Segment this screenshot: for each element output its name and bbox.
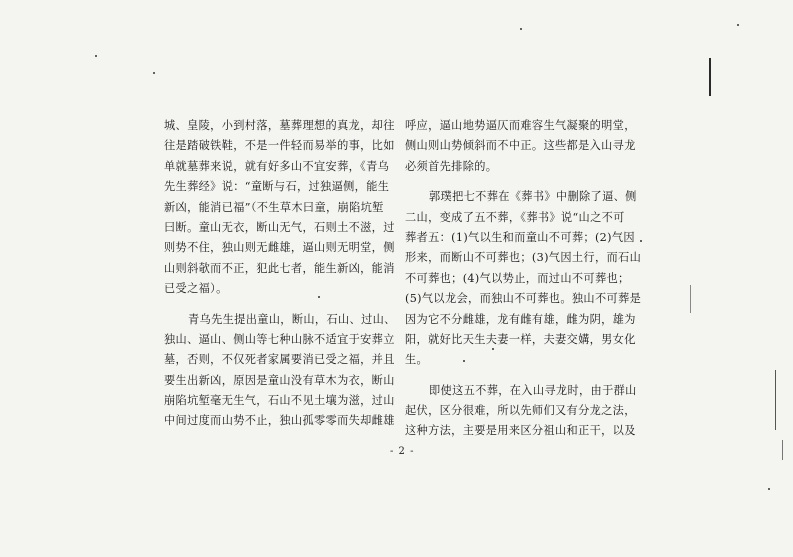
- page-number: - 2 -: [390, 446, 415, 457]
- scan-edge-mark: [782, 440, 783, 460]
- text-line: (5)气以龙会，而独山不可葬也。独山不可葬是: [405, 292, 642, 306]
- text-line: 曰断。童山无衣，断山无气，石则土不滋，过: [164, 220, 395, 234]
- text-line: 山则斜欹而不正，犯此七者，能生新凶，能消: [164, 261, 395, 275]
- scan-speck: [640, 240, 642, 242]
- scan-speck: [463, 360, 465, 362]
- text-line: 崩陷坑堑毫无生气，石山不见土壤为滋，过山: [164, 394, 395, 408]
- text-line: 葬者五：(1)气以生和而童山不可葬；(2)气因: [405, 230, 635, 244]
- text-line: 侧山则山势倾斜而不中正。这些都是入山寻龙: [405, 139, 636, 153]
- text-line: 单就墓葬来说，就有好多山不宜安葬，《青乌: [164, 159, 390, 173]
- scan-speck: [492, 348, 494, 350]
- text-line: 则势不住，独山则无雌雄，逼山则无明堂，侧: [164, 241, 395, 255]
- right-text-column: [405, 116, 643, 442]
- text-line: 不可葬也；(4)气以势止，而过山不可葬也；: [405, 271, 630, 285]
- text-line: 中间过度而山势不止，独山孤零零而失却雌雄: [164, 414, 395, 428]
- text-line: 生。: [405, 353, 429, 367]
- paragraph-first-line: 青乌先生提出童山，断山，石山、过山、: [188, 312, 396, 326]
- text-line: 阳，就好比天生夫妻一样，夫妻交媾，男女化: [405, 332, 636, 346]
- text-line: 起伏，区分很难，所以先师们又有分龙之法，: [405, 404, 636, 418]
- scan-speck: [153, 72, 155, 74]
- text-line: 必须首先排除的。: [405, 159, 498, 173]
- text-line: 先生葬经》说：“童断与石，过独逼侧，能生: [164, 180, 390, 194]
- text-line: 独山、逼山、侧山等七种山脉不适宜于安葬立: [164, 332, 395, 346]
- text-line: 呼应，逼山地势逼仄而难容生气凝聚的明堂，: [405, 119, 636, 132]
- scan-edge-mark: [709, 58, 711, 96]
- text-line: 因为它不分雌雄，龙有雌有雄，雌为阴，雄为: [405, 312, 636, 326]
- text-line: 形来，而断山不可葬也；(3)气因土行，而石山: [405, 251, 642, 265]
- left-text-column: [164, 116, 402, 432]
- paragraph-first-line: 即使这五不葬，在入山寻龙时，由于群山: [429, 383, 637, 397]
- text-line: 二山，变成了五不葬，《葬书》说“山之不可: [405, 210, 625, 224]
- text-line: 往是踏破铁鞋，不是一件轻而易举的事，比如: [164, 139, 395, 153]
- scan-speck: [737, 24, 739, 26]
- text-line: 城、皇陵，小到村落，墓葬理想的真龙，却往: [164, 119, 395, 132]
- scan-speck: [95, 55, 97, 57]
- scan-speck: [318, 296, 320, 298]
- text-line: 新凶，能消已福”（不生草木曰童，崩陷坑堑: [164, 200, 384, 214]
- scan-speck: [520, 28, 522, 30]
- scan-speck: [768, 488, 770, 490]
- paragraph-first-line: 郭璞把七不葬在《葬书》中删除了逼、侧: [429, 190, 637, 204]
- paragraph-gap: [164, 300, 402, 310]
- text-line: 这种方法，主要是用来区分祖山和正干，以及: [405, 424, 636, 438]
- text-line: 已受之福）。: [164, 282, 228, 296]
- text-line: 墓，否则，不仅死者家属要消已受之福，并且: [164, 353, 395, 367]
- text-line: 要生出新凶，原因是童山没有草木为衣，断山: [164, 373, 395, 387]
- scan-edge-mark: [690, 285, 691, 313]
- paragraph-gap: [405, 177, 643, 187]
- scan-edge-mark: [775, 370, 776, 430]
- paragraph-gap: [405, 371, 643, 381]
